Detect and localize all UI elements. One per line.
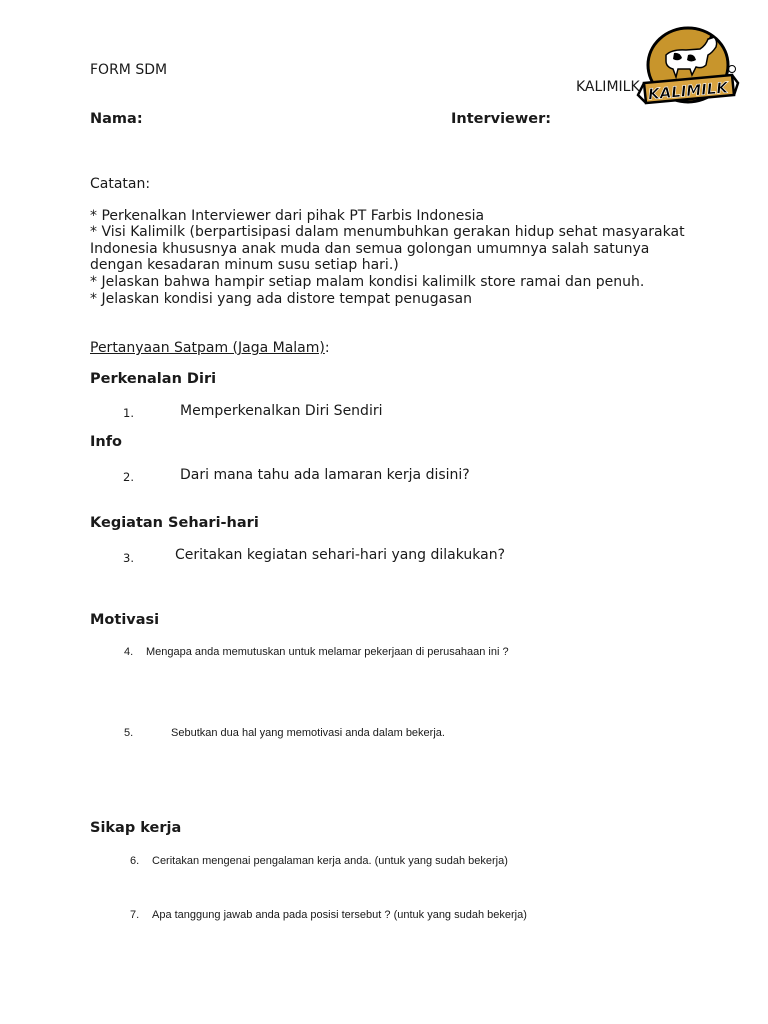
nama-label: Nama:: [90, 111, 143, 127]
question-3: Ceritakan kegiatan sehari-hari yang dilakukan?: [175, 547, 506, 563]
brand-name: KALIMILK: [576, 79, 640, 95]
section-heading-perkenalan: Perkenalan Diri: [90, 371, 217, 387]
catatan-line: * Jelaskan kondisi yang ada distore tempat penugasan: [90, 291, 472, 307]
question-4: Mengapa anda memutuskan untuk melamar pekerjaan di perusahaan ini ?: [146, 646, 509, 658]
question-7: Apa tanggung jawab anda pada posisi tersebut ? (untuk yang sudah bekerja): [152, 909, 527, 921]
form-title: FORM SDM: [90, 62, 168, 78]
question-5: Sebutkan dua hal yang memotivasi anda dalam bekerja.: [171, 727, 445, 739]
catatan-heading: Catatan:: [90, 176, 151, 192]
pertanyaan-title: Pertanyaan Satpam (Jaga Malam):: [90, 340, 330, 356]
section-heading-motivasi: Motivasi: [90, 612, 160, 628]
catatan-line: * Jelaskan bahwa hampir setiap malam kondisi kalimilk store ramai dan penuh.: [90, 274, 645, 290]
question-2: Dari mana tahu ada lamaran kerja disini?: [180, 467, 470, 483]
kalimilk-logo: [636, 25, 740, 121]
question-1: Memperkenalkan Diri Sendiri: [180, 403, 383, 419]
catatan-line: dengan kesadaran minum susu setiap hari.): [90, 257, 399, 273]
question-number: 3.: [123, 551, 134, 565]
question-number: 6.: [130, 855, 140, 867]
question-number: 1.: [123, 406, 134, 420]
question-number: 5.: [124, 727, 134, 739]
section-heading-info: Info: [90, 434, 122, 450]
section-heading-sikap: Sikap kerja: [90, 820, 182, 836]
question-number: 7.: [130, 909, 140, 921]
interviewer-label: Interviewer:: [451, 111, 552, 127]
catatan-line: * Visi Kalimilk (berpartisipasi dalam menumbuhkan gerakan hidup sehat masyarakat: [90, 224, 685, 240]
question-number: 4.: [124, 646, 134, 658]
logo-text: KALIMILK: [647, 78, 729, 104]
catatan-line: Indonesia khususnya anak muda dan semua golongan umumnya salah satunya: [90, 241, 650, 257]
catatan-line: * Perkenalkan Interviewer dari pihak PT Farbis Indonesia: [90, 208, 485, 224]
section-heading-kegiatan: Kegiatan Sehari-hari: [90, 515, 259, 531]
question-6: Ceritakan mengenai pengalaman kerja anda. (untuk yang sudah bekerja): [152, 855, 508, 867]
question-number: 2.: [123, 470, 134, 484]
